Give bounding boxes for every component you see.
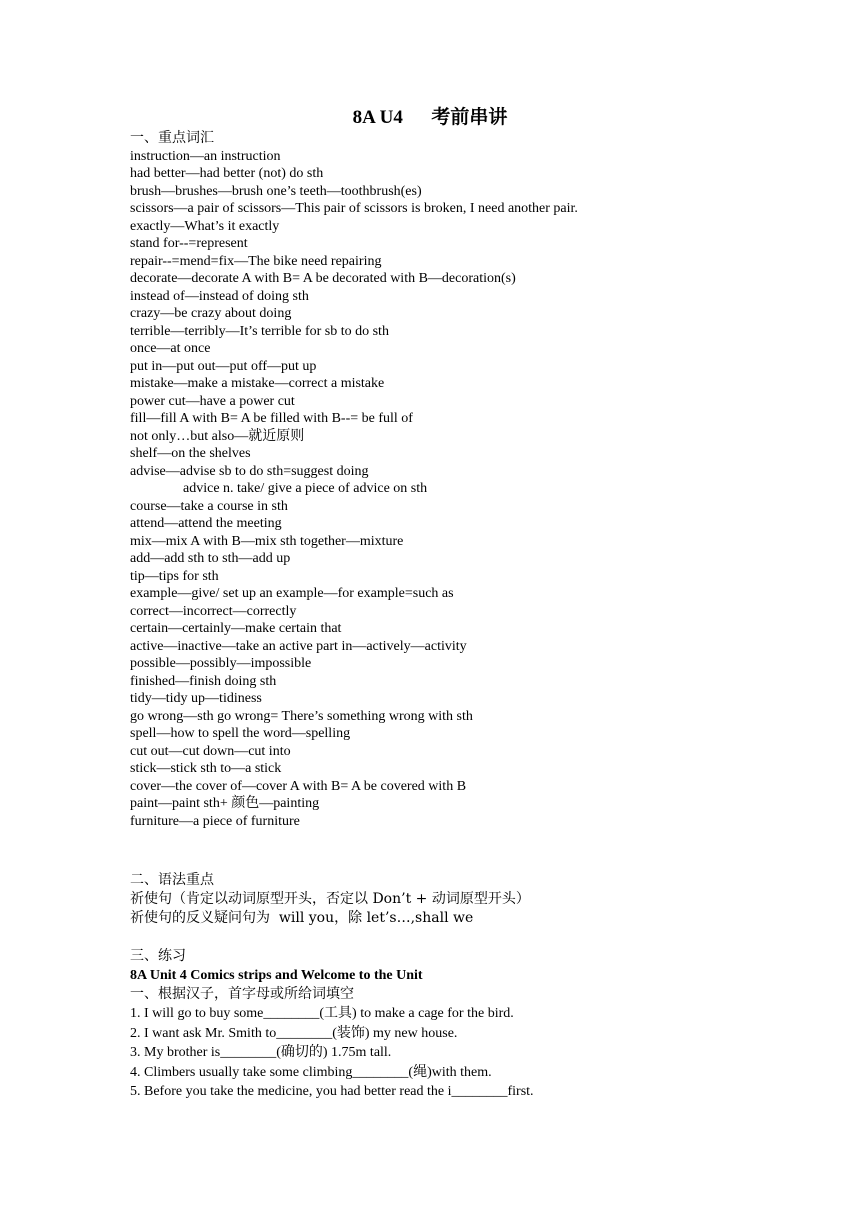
vocab-line: tip—tips for sth: [130, 568, 219, 584]
vocab-line: shelf—on the shelves: [130, 446, 251, 461]
grammar-line: 祈使句（肯定以动词原型开头，否定以 Don’t + 动词原型开头）: [130, 891, 530, 907]
exercise-instructions: 一、根据汉子，首字母或所给词填空: [130, 986, 354, 1002]
vocab-line: advise—advise sb to do sth=suggest doing: [130, 463, 369, 479]
vocab-line: decorate—decorate A with B= A be decorated with B—decoration(s): [130, 271, 516, 286]
vocab-line: go wrong—sth go wrong= There’s something wrong with sth: [130, 708, 473, 724]
vocab-line: paint—paint sth+ 颜色—painting: [130, 796, 320, 811]
vocab-line: active—inactive—take an active part in—actively—activity: [130, 638, 467, 654]
vocab-section: [130, 130, 830, 830]
vocab-line: exactly—What’s it exactly: [130, 218, 280, 234]
vocab-line: stand for--=represent: [130, 236, 248, 251]
practice-section: [130, 947, 830, 1102]
vocab-line: add—add sth to sth—add up: [130, 551, 291, 566]
vocab-line: power cut—have a power cut: [130, 393, 295, 409]
vocab-line: example—give/ set up an example—for example=such as: [130, 586, 454, 601]
vocab-line: finished—finish doing sth: [130, 673, 277, 689]
vocab-line: instead of—instead of doing sth: [130, 288, 309, 304]
vocab-line: correct—incorrect—correctly: [130, 603, 297, 619]
page-title: 8A U4 考前串讲: [352, 107, 508, 128]
vocab-line: possible—possibly—impossible: [130, 656, 312, 671]
practice-heading: 三、练习: [130, 948, 186, 964]
vocab-line: furniture—a piece of furniture: [130, 813, 300, 829]
exercise-item: 5. Before you take the medicine, you had better read the i________first.: [130, 1084, 534, 1099]
vocab-line: fill—fill A with B= A be filled with B--= be full of: [130, 411, 413, 426]
vocab-line: had better—had better (not) do sth: [130, 166, 324, 181]
vocab-line: advice n. take/ give a piece of advice on sth: [183, 481, 428, 496]
vocab-line: stick—stick sth to—a stick: [130, 761, 282, 776]
grammar-section: [130, 871, 830, 928]
vocab-line: crazy—be crazy about doing: [130, 306, 292, 321]
vocab-line: once—at once: [130, 341, 211, 356]
vocab-line: instruction—an instruction: [130, 148, 281, 164]
vocab-line: mix—mix A with B—mix sth together—mixture: [130, 533, 404, 549]
vocab-heading: 一、重点词汇: [130, 130, 214, 146]
grammar-line: 祈使句的反义疑问句为 will you，除 let’s…,shall we: [130, 910, 474, 926]
vocab-line: cut out—cut down—cut into: [130, 743, 291, 759]
vocab-line: scissors—a pair of scissors—This pair of scissors is broken, I need another pair.: [130, 201, 578, 216]
vocab-line: course—take a course in sth: [130, 498, 288, 514]
vocab-line: brush—brushes—brush one’s teeth—toothbrush(es): [130, 183, 422, 199]
vocab-line: repair--=mend=fix—The bike need repairing: [130, 253, 382, 269]
vocab-line: mistake—make a mistake—correct a mistake: [130, 376, 385, 391]
vocab-line: certain—certainly—make certain that: [130, 621, 342, 636]
exercise-item: 2. I want ask Mr. Smith to________(装饰) my new house.: [130, 1025, 458, 1041]
exercise-item: 3. My brother is________(确切的) 1.75m tall.: [130, 1045, 392, 1060]
exercise-item: 4. Climbers usually take some climbing________(绳)with them.: [130, 1064, 492, 1080]
vocab-line: cover—the cover of—cover A with B= A be covered with B: [130, 778, 467, 794]
grammar-heading: 二、语法重点: [130, 872, 214, 888]
unit-title: 8A Unit 4 Comics strips and Welcome to the Unit: [130, 968, 423, 983]
vocab-line: spell—how to spell the word—spelling: [130, 726, 351, 741]
exercise-item: 1. I will go to buy some________(工具) to make a cage for the bird.: [130, 1006, 514, 1021]
vocab-line: terrible—terribly—It’s terrible for sb to do sth: [130, 323, 389, 339]
vocab-line: tidy—tidy up—tidiness: [130, 691, 262, 706]
vocab-line: not only…but also—就近原则: [130, 428, 305, 444]
vocab-line: put in—put out—put off—put up: [130, 358, 317, 374]
vocab-line: attend—attend the meeting: [130, 516, 282, 531]
